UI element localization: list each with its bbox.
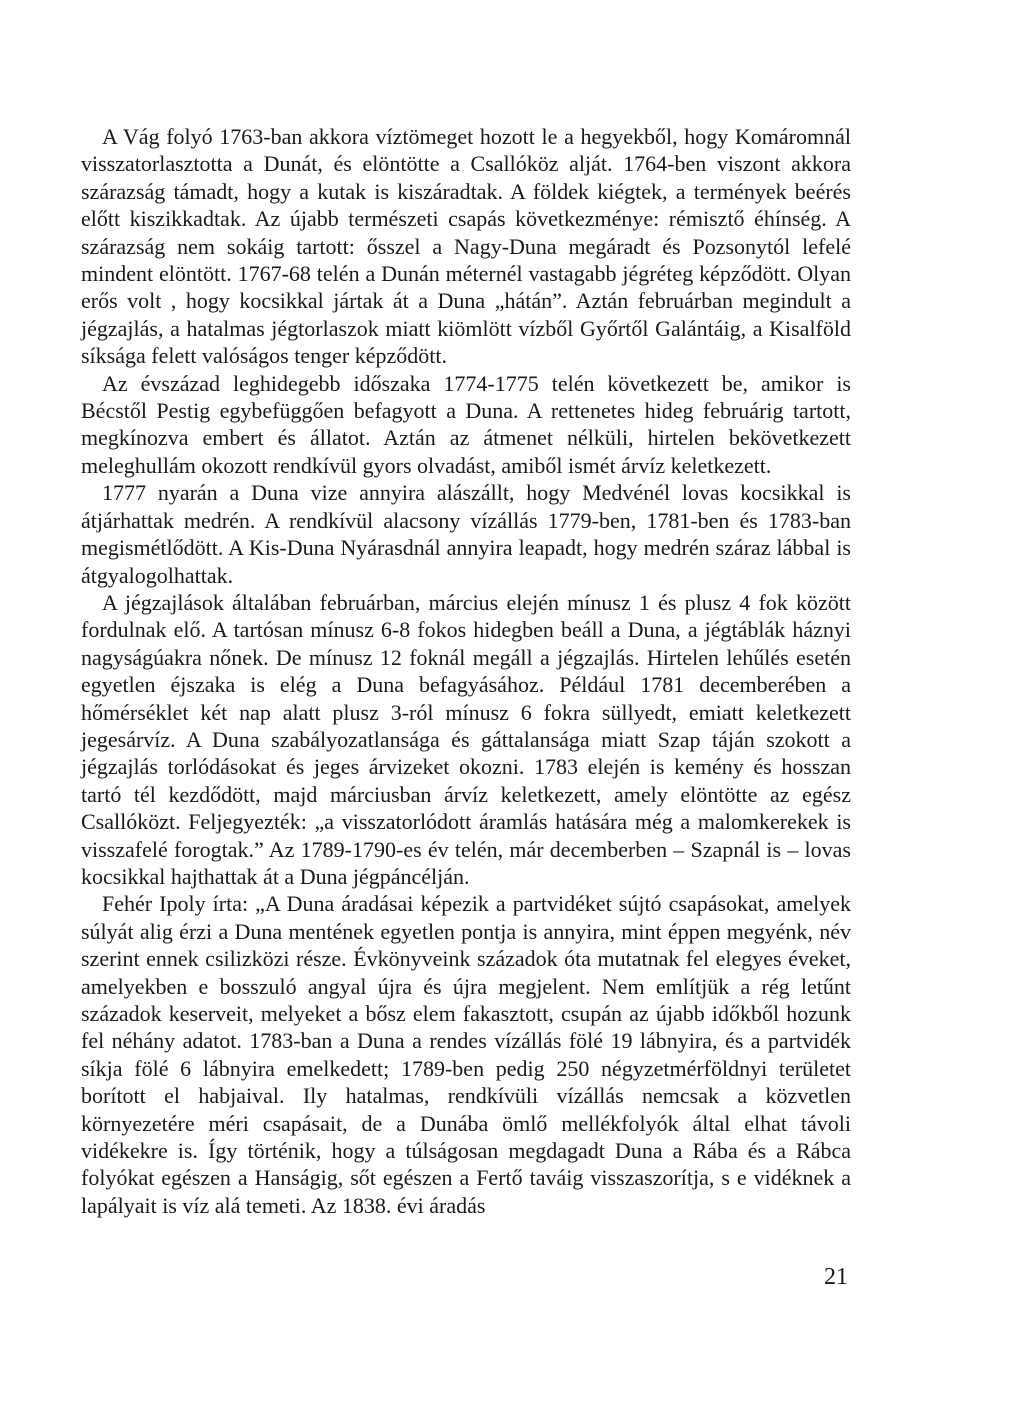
page-number: 21: [824, 1264, 848, 1290]
body-text: [81, 123, 851, 1219]
paragraph-4: A jégzajlások általában februárban, március elején mínusz 1 és plusz 4 fok között fordulnak elő. A tartósan mínusz 6-8 fokos hidegben beáll a Duna, a jégtáblák háznyi nagyságúakra nőnek. De mínusz 12 foknál megáll a jégzajlás. Hirtelen lehűlés esetén egyetlen éjszaka is elég a Duna befagyásához. Például 1781 decemberében a hőmérséklet két nap alatt plusz 3-ról mínusz 6 fokra süllyedt, emiatt keletkezett jegesárvíz. A Duna szabályozatlansága és gáttalansága miatt Szap táján szokott a jégzajlás torlódásokat és jeges árvizeket okozni. 1783 elején is kemény és hosszan tartó tél kezdődött, majd márciusban árvíz keletkezett, amely elöntötte az egész Csallóközt. Feljegyezték: „a visszatorlódott áramlás hatására még a malomkerekek is visszafelé forogtak.” Az 1789-1790-es év telén, már decemberben – Szapnál is – lovas kocsikkal hajthattak át a Duna jégpáncélján.: [81, 589, 851, 889]
paragraph-3: 1777 nyarán a Duna vize annyira alászállt, hogy Medvénél lovas kocsikkal is átjárhattak medrén. A rendkívül alacsony vízállás 1779-ben, 1781-ben és 1783-ban megismétlődött. A Kis-Duna Nyárasdnál annyira leapadt, hogy medrén száraz lábbal is átgyalogolhattak.: [81, 480, 851, 588]
paragraph-5: Fehér Ipoly írta: „A Duna áradásai képezik a partvidéket sújtó csapásokat, amelyek súlyát alig érzi a Duna mentének egyetlen pontja is annyira, mint éppen megyénk, név szerint ennek csilizközi része. Évkönyveink századok óta mutatnak fel elegyes éveket, amelyekben e bosszuló angyal újra és újra megjelent. Nem említjük a rég letűnt századok keserveit, melyeket a bősz elem fakasztott, csupán az újabb időkből hozunk fel néhány adatot. 1783-ban a Duna a rendes vízállás fölé 19 lábnyira, és a partvidék síkja fölé 6 lábnyira emelkedett; 1789-ben pedig 250 négyzetmérföldnyi területet borított el habjaival. Ily hatalmas, rendkívüli vízállás nemcsak a közvetlen környezetére méri csapásait, de a Dunába ömlő mellékfolyók által elhat távoli vidékekre is. Így történik, hogy a túlságosan megdagadt Duna a Rába és a Rábca folyókat egészen a Hanságig, sőt egészen a Fertő taváig visszaszorítja, s e vidéknek a lapályait is víz alá temeti. Az 1838. évi áradás: [81, 891, 851, 1218]
paragraph-2: Az évszázad leghidegebb időszaka 1774-1775 telén következett be, amikor is Bécstől Pestig egybefüggően befagyott a Duna. A rettenetes hideg februárig tartott, megkínozva embert és állatot. Aztán az átmenet nélküli, hirtelen bekövetkezett meleghullám okozott rendkívül gyors olvadást, amiből ismét árvíz keletkezett.: [81, 370, 851, 478]
paragraph-1: A Vág folyó 1763-ban akkora víztömeget hozott le a hegyekből, hogy Komáromnál visszatorlasztotta a Dunát, és elöntötte a Csallóköz alját. 1764-ben viszont akkora szárazság támadt, hogy a kutak is kiszáradtak. A földek kiégtek, a termények beérés előtt kiszikkadtak. Az újabb természeti csapás következménye: rémisztő éhínség. A szárazság nem sokáig tartott: ősszel a Nagy-Duna megáradt és Pozsonytól lefelé mindent elöntött. 1767-68 telén a Dunán méternél vastagabb jégréteg képződött. Olyan erős volt , hogy kocsikkal jártak át a Duna „hátán”. Aztán februárban megindult a jégzajlás, a hatalmas jégtorlaszok miatt kiömlött vízből Győrtől Galántáig, a Kisalföld síksága felett valóságos tenger képződött.: [81, 124, 851, 369]
